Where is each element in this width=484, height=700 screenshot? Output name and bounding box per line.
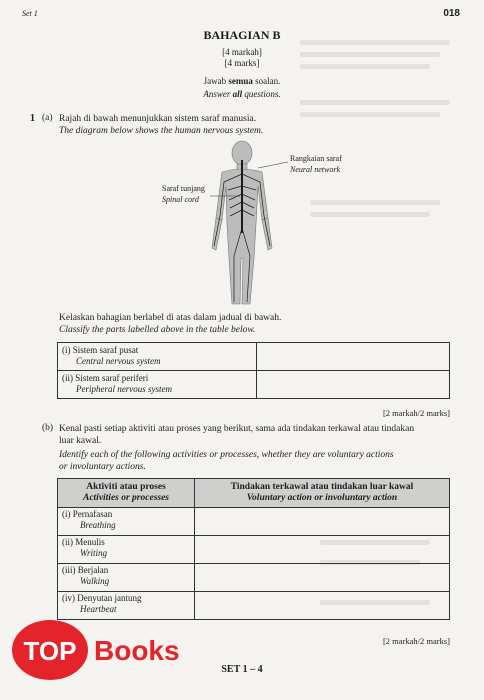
activity-cell: (iv) Denyutan jantung Heartbeat (58, 592, 195, 620)
row-label-ms: (ii) Sistem saraf periferi (62, 373, 149, 383)
svg-text:Books: Books (94, 635, 180, 666)
answer-cell[interactable] (257, 371, 450, 399)
section-title: BAHAGIAN B (203, 28, 281, 42)
instruction-ms: Jawab semua soalan. (203, 76, 281, 86)
col-header-action: Tindakan terkawal atau tindakan luar kawal Voluntary action or involuntary action (195, 479, 450, 508)
part-b-label: (b) (42, 423, 54, 433)
table-cell (58, 371, 257, 399)
table-row (58, 343, 450, 371)
marks-a: [2 markah/2 marks] (382, 408, 450, 418)
spinal-cord-label-ms: Saraf tunjang (162, 184, 205, 193)
page-footer: SET 1 – 4 (221, 664, 263, 675)
part-a-text-ms: Rajah di bawah menunjukkan sistem saraf manusia. (59, 114, 257, 124)
table-row (58, 536, 450, 564)
neural-network-label-en: Neural network (290, 165, 340, 174)
activity-cell: (i) Pernafasan Breathing (58, 508, 195, 536)
table-row (58, 508, 450, 536)
table-row (58, 564, 450, 592)
question-number: 1 (30, 113, 35, 124)
answer-cell[interactable] (257, 343, 450, 371)
answer-cell[interactable] (195, 592, 450, 620)
section-marks-ms: [4 markah] (222, 47, 262, 57)
table-row (58, 371, 450, 399)
table-cell (58, 343, 257, 371)
part-b-text-ms-1: Kenal pasti setiap aktiviti atau proses yang berikut, sama ada tindakan terkawal atau tindakan (59, 424, 415, 434)
table-header-row (58, 479, 450, 508)
classification-table (57, 342, 450, 399)
part-a-label: (a) (42, 113, 53, 123)
row-label-ms: (i) Sistem saraf pusat (62, 345, 139, 355)
part-b-text-en-2: or involuntary actions. (59, 462, 146, 472)
activity-table (57, 478, 450, 620)
spinal-cord-label-en: Spinal cord (162, 195, 199, 204)
section-marks-en: [4 marks] (224, 58, 260, 68)
nervous-system-diagram (150, 138, 370, 308)
neural-network-label-ms: Rangkaian saraf (290, 154, 342, 163)
col-header-activity: Aktiviti atau proses Activities or processes (58, 479, 195, 508)
page-code: 018 (443, 8, 460, 19)
svg-text:TOP: TOP (23, 636, 77, 666)
part-a-text-en: The diagram below shows the human nervous system. (59, 126, 264, 136)
row-label-en: Central nervous system (76, 356, 161, 366)
classify-text-en: Classify the parts labelled above in the table below. (59, 325, 256, 335)
answer-cell[interactable] (195, 564, 450, 592)
part-b-text-en-1: Identify each of the following activities or processes, whether they are voluntary actions (59, 450, 394, 460)
classify-text-ms: Kelaskan bahagian berlabel di atas dalam jadual di bawah. (59, 313, 282, 323)
row-label-en: Peripheral nervous system (76, 384, 172, 394)
answer-cell[interactable] (195, 536, 450, 564)
activity-cell: (ii) Menulis Writing (58, 536, 195, 564)
marks-b: [2 markah/2 marks] (382, 636, 450, 646)
topbooks-logo (8, 608, 188, 688)
activity-cell: (iii) Berjalan Walking (58, 564, 195, 592)
answer-cell[interactable] (195, 508, 450, 536)
instruction-en: Answer all questions. (203, 89, 281, 99)
set-label: Set 1 (22, 9, 38, 18)
part-b-text-ms-2: luar kawal. (59, 436, 102, 446)
